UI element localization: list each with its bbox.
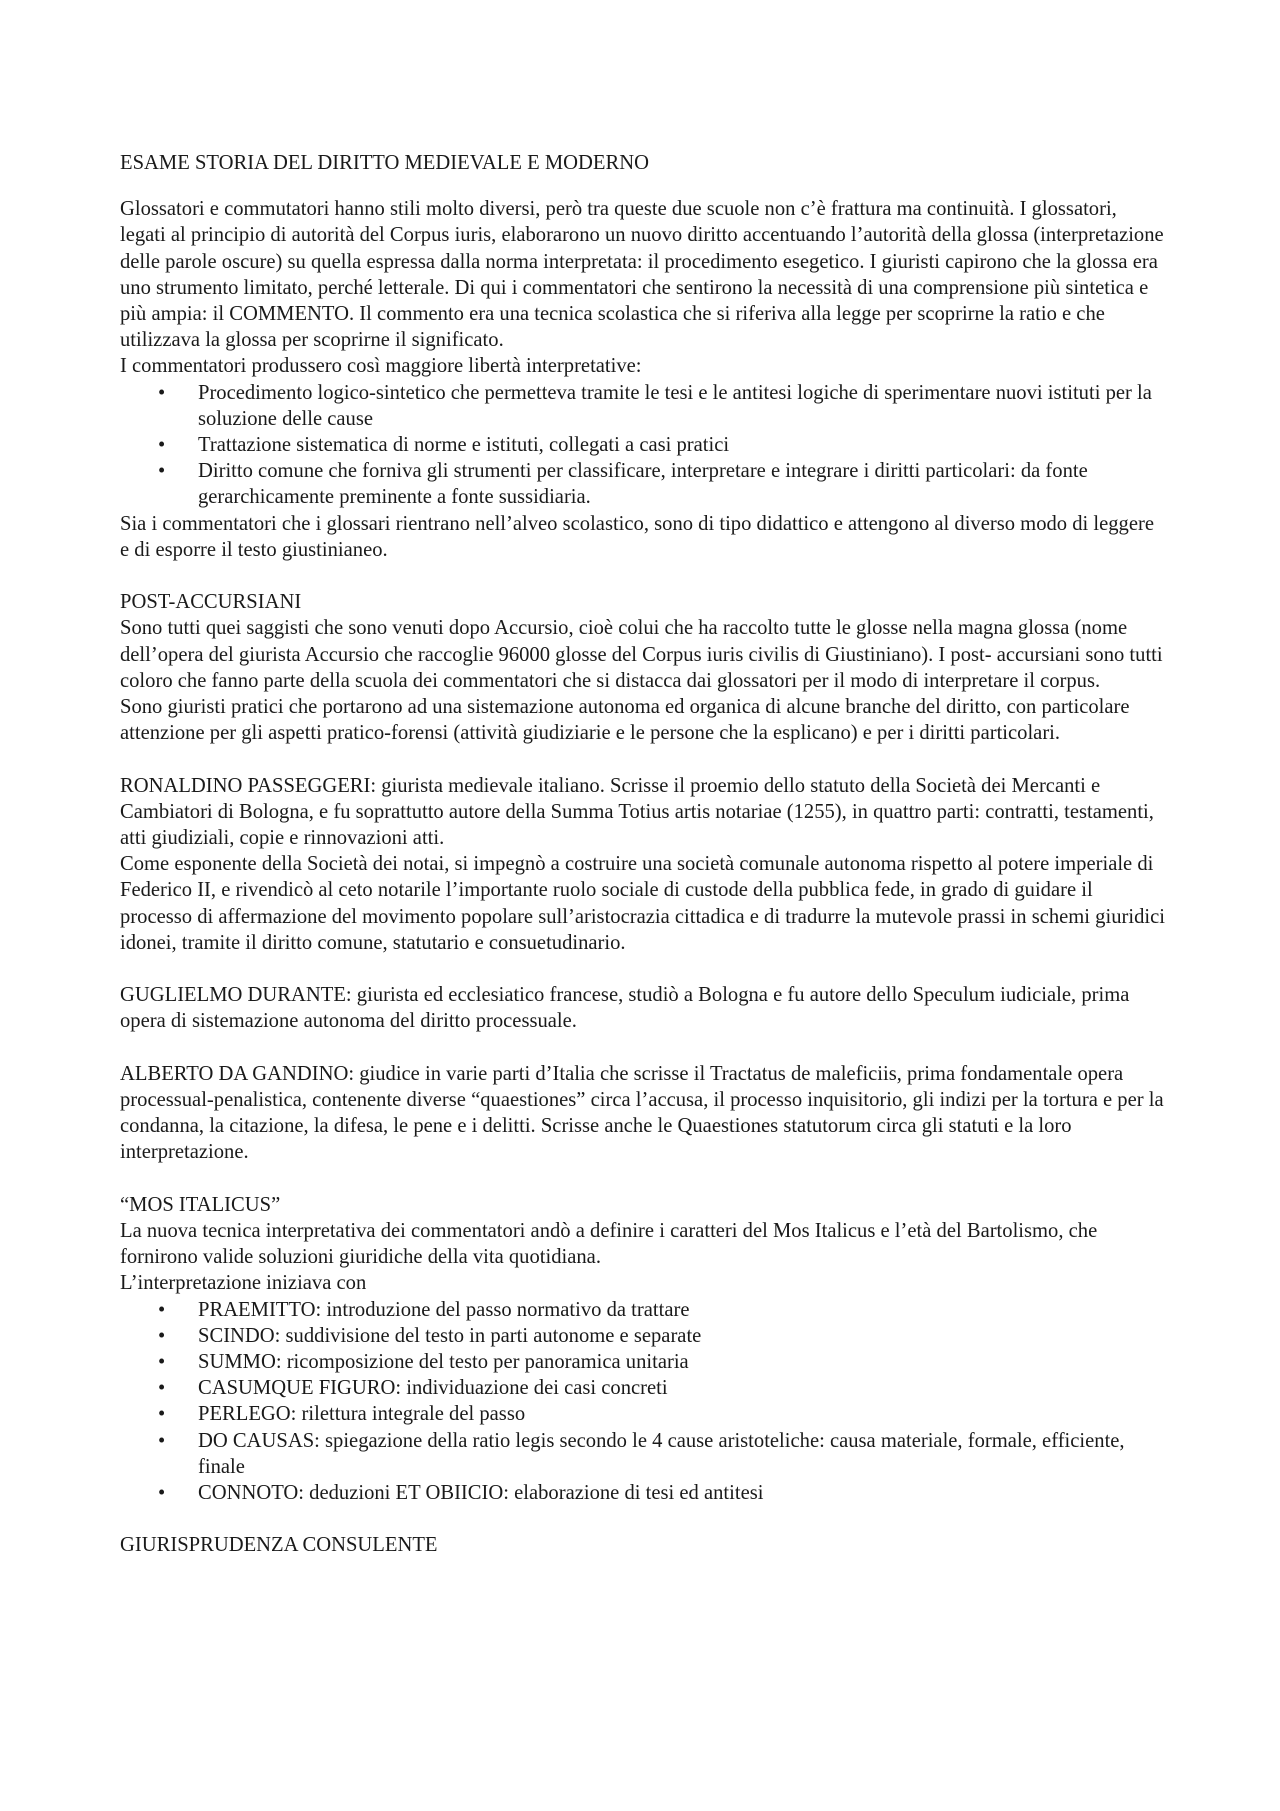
intro-list-lead: I commentatori produssero così maggiore libertà interpretative:: [120, 355, 642, 378]
intro-bullet-list: [120, 380, 1165, 511]
intro-paragraph: Glossatori e commutatori hanno stili molto diversi, però tra queste due scuole non c’è frattura ma continuità. I glossatori, legati al principio di autorità del Corpus iuris, elaborarono un nuovo diritto accentuando l’autorità della glossa (interpretazione delle parole oscure) su quella espressa dalla norma interpretata: il procedimento esegetico. I giuristi capirono che la glossa era uno strumento limitato, perché letterale. Di qui i commentatori che sentirono la necessità di una comprensione più sintetica e più ampia: il COMMENTO. Il commento era una tecnica scolastica che si riferiva alla legge per scoprirne la ratio e che utilizzava la glossa per scoprirne il significato.: [120, 198, 1164, 352]
section-heading-post-accursiani: POST-ACCURSIANI: [120, 591, 302, 614]
list-item: [158, 432, 1165, 458]
bullet-icon: •: [158, 1429, 166, 1452]
list-item-text: SUMMO: ricomposizione del testo per panoramica unitaria: [198, 1351, 689, 1374]
list-item: [158, 1375, 1165, 1401]
list-item: [158, 458, 1165, 510]
gandino-paragraph: ALBERTO DA GANDINO: giudice in varie parti d’Italia che scrisse il Tractatus de maleficiis, prima fondamentale opera processual-penalistica, contenente diverse “quaestiones” circa l’accusa, il processo inquisitorio, gli indizi per la tortura e per la condanna, la citazione, la difesa, le pene e i delitti. Scrisse anche le Quaestiones statutorum circa gli statuti e la loro interpretazione.: [120, 1062, 1164, 1164]
list-item-text: DO CAUSAS: spiegazione della ratio legis secondo le 4 cause aristoteliche: causa materiale, formale, efficiente, finale: [198, 1429, 1125, 1478]
post-accursiani-paragraph-2: Sono giuristi pratici che portarono ad una sistemazione autonoma ed organica di alcune branche del diritto, con particolare attenzione per gli aspetti pratico-forensi (attività giudiziarie e le persone che la esplicano) e per i diritti particolari.: [120, 696, 1130, 745]
list-item-text: PRAEMITTO: introduzione del passo normativo da trattare: [198, 1298, 690, 1321]
section-heading-mos-italicus: “MOS ITALICUS”: [120, 1193, 281, 1216]
list-item: [158, 1401, 1165, 1427]
spacer: [120, 563, 1165, 589]
list-item-text: CASUMQUE FIGURO: individuazione dei casi concreti: [198, 1377, 668, 1400]
bullet-icon: •: [158, 1298, 166, 1321]
post-accursiani-paragraph: Sono tutti quei saggisti che sono venuti dopo Accursio, cioè colui che ha raccolto tutte le glosse nella magna glossa (nome dell’opera del giurista Accursio che raccoglie 96000 glosse del Corpus iuris civilis di Giustiniano). I post- accursiani sono tutti coloro che fanno parte della scuola dei commentatori che si distacca dai glossatori per il modo di interpretare il corpus.: [120, 617, 1163, 692]
bullet-icon: •: [158, 381, 166, 404]
spacer: [120, 956, 1165, 982]
bullet-icon: •: [158, 1403, 166, 1426]
document-page: [120, 150, 1165, 1559]
list-item: [158, 1349, 1165, 1375]
list-item-text: Procedimento logico-sintetico che permetteva tramite le tesi e le antitesi logiche di sperimentare nuovi istituti per la soluzione delle cause: [198, 381, 1152, 430]
bullet-icon: •: [158, 1351, 166, 1374]
bullet-icon: •: [158, 1377, 166, 1400]
section-heading-giurisprudenza: GIURISPRUDENZA CONSULENTE: [120, 1534, 438, 1557]
durante-paragraph: GUGLIELMO DURANTE: giurista ed ecclesiatico francese, studiò a Bologna e fu autore dello Speculum iudiciale, prima opera di sistemazione autonoma del diritto processuale.: [120, 984, 1130, 1033]
passeggeri-paragraph-2: Come esponente della Società dei notai, si impegnò a costruire una società comunale autonoma rispetto al potere imperiale di Federico II, e rivendicò al ceto notarile l’importante ruolo sociale di custode della pubblica fede, in grado di guidare il processo di affermazione del movimento popolare sull’aristocrazia cittadica e di tradurre la mutevole prassi in schemi giuridici idonei, tramite il diritto comune, statutario e consuetudinario.: [120, 853, 1165, 954]
list-item: [158, 1428, 1165, 1480]
bullet-icon: •: [158, 1482, 166, 1505]
list-item: [158, 380, 1165, 432]
bullet-icon: •: [158, 434, 166, 457]
list-item: [158, 1323, 1165, 1349]
spacer: [120, 1506, 1165, 1532]
spacer: [120, 1035, 1165, 1061]
list-item-text: CONNOTO: deduzioni ET OBIICIO: elaborazione di tesi ed antitesi: [198, 1482, 764, 1505]
document-title: ESAME STORIA DEL DIRITTO MEDIEVALE E MODERNO: [120, 152, 649, 174]
bullet-icon: •: [158, 460, 166, 483]
bullet-icon: •: [158, 1324, 166, 1347]
passeggeri-paragraph: RONALDINO PASSEGGERI: giurista medievale italiano. Scrisse il proemio dello statuto della Società dei Mercanti e Cambiatori di Bologna, e fu soprattutto autore della Summa Totius artis notariae (1255), in quattro parti: contratti, testamenti, atti giudiziali, copie e rinnovazioni atti.: [120, 774, 1154, 850]
spacer: [120, 1166, 1165, 1192]
list-item: [158, 1480, 1165, 1506]
list-item-text: Trattazione sistematica di norme e istituti, collegati a casi pratici: [198, 434, 730, 457]
list-item-text: PERLEGO: rilettura integrale del passo: [198, 1403, 526, 1426]
mos-italicus-paragraph: La nuova tecnica interpretativa dei commentatori andò a definire i caratteri del Mos Italicus e l’età del Bartolismo, che fornirono valide soluzioni giuridiche della vita quotidiana.: [120, 1220, 1098, 1269]
list-item-text: SCINDO: suddivisione del testo in parti autonome e separate: [198, 1324, 702, 1347]
list-item: [158, 1297, 1165, 1323]
mos-italicus-bullet-list: [120, 1297, 1165, 1507]
intro-closing-paragraph: Sia i commentatori che i glossari rientrano nell’alveo scolastico, sono di tipo didattico e attengono al diverso modo di leggere e di esporre il testo giustinianeo.: [120, 512, 1154, 561]
list-item-text: Diritto comune che forniva gli strumenti per classificare, interpretare e integrare i diritti particolari: da fonte gerarchicamente preminente a fonte sussidiaria.: [198, 460, 1088, 509]
mos-italicus-list-lead: L’interpretazione iniziava con: [120, 1272, 367, 1295]
spacer: [120, 746, 1165, 772]
